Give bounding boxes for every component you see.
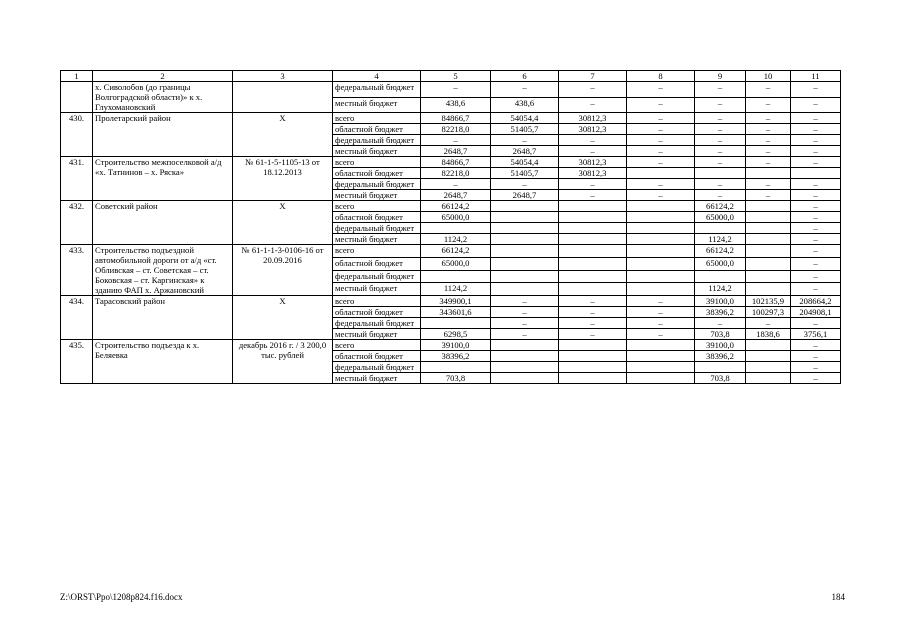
amount-cell: – [746,113,791,124]
amount-cell: 84866,7 [421,113,491,124]
amount-cell [491,340,559,351]
funding-source: федеральный бюджет [333,362,421,373]
amount-cell [559,223,627,234]
column-number: 6 [491,71,559,82]
amount-cell: – [791,201,841,212]
amount-cell: – [627,113,695,124]
funding-source: областной бюджет [333,307,421,318]
object-name: Пролетарский район [93,113,233,157]
row-number: 434. [61,296,93,340]
amount-cell: – [491,307,559,318]
funding-source: областной бюджет [333,212,421,223]
object-name: Советский район [93,201,233,245]
document-reference: № 61-1-5-1105-13 от 18.12.2013 [233,157,333,201]
amount-cell [695,270,746,283]
amount-cell: 208664,2 [791,296,841,307]
amount-cell [627,373,695,384]
object-name: х. Сиволобов (до границы Волгоградской области)» к х. Глухомановский [93,82,233,113]
amount-cell [627,168,695,179]
amount-cell [491,373,559,384]
amount-cell: 39100,0 [421,340,491,351]
amount-cell [746,212,791,223]
amount-cell [627,223,695,234]
amount-cell [559,340,627,351]
funding-source: областной бюджет [333,351,421,362]
amount-cell: 65000,0 [421,212,491,223]
amount-cell: – [559,307,627,318]
document-reference: № 61-1-1-3-0106-16 от 20.09.2016 [233,245,333,296]
amount-cell: 1124,2 [421,283,491,296]
amount-cell: 66124,2 [695,245,746,258]
amount-cell: – [791,283,841,296]
amount-cell [491,270,559,283]
amount-cell: 2648,7 [421,190,491,201]
amount-cell [627,245,695,258]
amount-cell: – [791,146,841,157]
amount-cell: 30812,3 [559,124,627,135]
amount-cell: – [695,113,746,124]
amount-cell [421,362,491,373]
document-reference: декабрь 2016 г. / 3 200,0 тыс. рублей [233,340,333,384]
amount-cell: – [491,135,559,146]
amount-cell [627,340,695,351]
amount-cell [746,234,791,245]
amount-cell: – [491,179,559,190]
amount-cell: 703,8 [695,373,746,384]
amount-cell: 703,8 [695,329,746,340]
funding-source: всего [333,245,421,258]
amount-cell: 30812,3 [559,168,627,179]
amount-cell: 102135,9 [746,296,791,307]
amount-cell: – [791,270,841,283]
amount-cell [627,257,695,270]
amount-cell [746,283,791,296]
amount-cell: 703,8 [421,373,491,384]
amount-cell: 38396,2 [695,351,746,362]
amount-cell [746,223,791,234]
amount-cell [421,223,491,234]
amount-cell: – [791,245,841,258]
amount-cell: – [746,82,791,98]
amount-cell [559,351,627,362]
table-row [61,245,841,258]
amount-cell: 30812,3 [559,157,627,168]
amount-cell: – [695,135,746,146]
funding-source: всего [333,201,421,212]
funding-source: всего [333,340,421,351]
amount-cell: – [421,82,491,98]
amount-cell: – [746,179,791,190]
amount-cell: 2648,7 [491,146,559,157]
funding-source: всего [333,296,421,307]
amount-cell: – [695,82,746,98]
amount-cell [746,270,791,283]
amount-cell [491,212,559,223]
amount-cell: 100297,3 [746,307,791,318]
amount-cell: – [627,179,695,190]
amount-cell: 2648,7 [491,190,559,201]
amount-cell: 65000,0 [695,212,746,223]
amount-cell: – [746,146,791,157]
row-number: 435. [61,340,93,384]
amount-cell [695,362,746,373]
column-number: 4 [333,71,421,82]
column-number-row [61,71,841,82]
amount-cell [746,245,791,258]
amount-cell: – [421,179,491,190]
amount-cell: – [559,146,627,157]
amount-cell [491,351,559,362]
amount-cell: – [791,113,841,124]
object-name: Строительство межпоселковой а/д «х. Татнинов – х. Ряска» [93,157,233,201]
document-reference: Х [233,201,333,245]
amount-cell: 38396,2 [695,307,746,318]
funding-source: областной бюджет [333,124,421,135]
amount-cell: – [559,179,627,190]
amount-cell: – [627,97,695,113]
row-number: 432. [61,201,93,245]
amount-cell: 82218,0 [421,168,491,179]
amount-cell: 51405,7 [491,168,559,179]
amount-cell [559,234,627,245]
amount-cell: 82218,0 [421,124,491,135]
amount-cell [559,257,627,270]
amount-cell: 39100,0 [695,296,746,307]
amount-cell: – [695,97,746,113]
amount-cell: – [627,190,695,201]
column-number: 8 [627,71,695,82]
amount-cell [746,340,791,351]
column-number: 7 [559,71,627,82]
column-number: 9 [695,71,746,82]
amount-cell: – [627,124,695,135]
amount-cell: 66124,2 [695,201,746,212]
amount-cell [746,362,791,373]
amount-cell: – [791,124,841,135]
amount-cell: – [491,329,559,340]
amount-cell: – [746,97,791,113]
object-name: Тарасовский район [93,296,233,340]
column-number: 2 [93,71,233,82]
amount-cell: – [791,351,841,362]
amount-cell: – [627,157,695,168]
amount-cell: – [421,135,491,146]
amount-cell: – [559,82,627,98]
amount-cell [559,245,627,258]
amount-cell: – [559,190,627,201]
document-reference [233,82,333,113]
column-number: 3 [233,71,333,82]
amount-cell: – [695,179,746,190]
amount-cell [559,283,627,296]
amount-cell [559,270,627,283]
amount-cell [695,168,746,179]
amount-cell: – [627,135,695,146]
amount-cell [746,257,791,270]
funding-source: федеральный бюджет [333,135,421,146]
funding-source: местный бюджет [333,146,421,157]
amount-cell: 343601,6 [421,307,491,318]
amount-cell [559,362,627,373]
amount-cell: 39100,0 [695,340,746,351]
amount-cell: 6298,5 [421,329,491,340]
amount-cell: – [627,296,695,307]
amount-cell: – [559,329,627,340]
amount-cell: – [791,82,841,98]
amount-cell: – [491,318,559,329]
row-number: 431. [61,157,93,201]
budget-table [60,70,841,384]
amount-cell [627,234,695,245]
column-number: 10 [746,71,791,82]
amount-cell [627,270,695,283]
amount-cell [491,234,559,245]
amount-cell: 66124,2 [421,245,491,258]
amount-cell: – [627,329,695,340]
amount-cell: – [791,318,841,329]
amount-cell [791,168,841,179]
amount-cell: – [791,373,841,384]
amount-cell: – [695,157,746,168]
amount-cell: 349900,1 [421,296,491,307]
amount-cell: – [746,190,791,201]
amount-cell [627,283,695,296]
amount-cell: 438,6 [491,97,559,113]
amount-cell: 66124,2 [421,201,491,212]
amount-cell [695,223,746,234]
amount-cell: 1124,2 [421,234,491,245]
row-number [61,82,93,113]
amount-cell [627,362,695,373]
funding-source: областной бюджет [333,257,421,270]
funding-source: федеральный бюджет [333,223,421,234]
amount-cell: – [695,190,746,201]
amount-cell: 204908,1 [791,307,841,318]
amount-cell [559,373,627,384]
amount-cell [746,201,791,212]
amount-cell: – [791,212,841,223]
row-number: 430. [61,113,93,157]
column-number: 11 [791,71,841,82]
amount-cell [491,362,559,373]
amount-cell: – [491,296,559,307]
amount-cell: 3756,1 [791,329,841,340]
amount-cell: – [627,307,695,318]
amount-cell: – [627,146,695,157]
document-reference: Х [233,113,333,157]
amount-cell [491,283,559,296]
amount-cell: – [791,157,841,168]
amount-cell: – [559,97,627,113]
amount-cell: – [791,340,841,351]
amount-cell [746,351,791,362]
funding-source: местный бюджет [333,329,421,340]
amount-cell: – [559,135,627,146]
amount-cell [559,201,627,212]
amount-cell [491,201,559,212]
amount-cell [627,201,695,212]
amount-cell: – [746,124,791,135]
amount-cell: 65000,0 [695,257,746,270]
page-number: 184 [831,592,845,602]
funding-source: областной бюджет [333,168,421,179]
amount-cell: – [791,257,841,270]
footer-file-path: Z:\ORST\Ppo\1208p824.f16.docx [60,592,183,602]
amount-cell: – [491,82,559,98]
funding-source: всего [333,113,421,124]
amount-cell: 84866,7 [421,157,491,168]
amount-cell: – [791,190,841,201]
table-row [61,157,841,168]
amount-cell [421,270,491,283]
funding-source: местный бюджет [333,234,421,245]
amount-cell: 1838,6 [746,329,791,340]
amount-cell: 54054,4 [491,113,559,124]
amount-cell [559,212,627,223]
amount-cell: 2648,7 [421,146,491,157]
funding-source: местный бюджет [333,283,421,296]
amount-cell: 38396,2 [421,351,491,362]
amount-cell: – [791,179,841,190]
amount-cell [421,318,491,329]
funding-source: местный бюджет [333,97,421,113]
funding-source: местный бюджет [333,190,421,201]
funding-source: федеральный бюджет [333,318,421,329]
amount-cell: – [695,146,746,157]
amount-cell: – [791,135,841,146]
document-reference: Х [233,296,333,340]
table-row [61,296,841,307]
funding-source: федеральный бюджет [333,179,421,190]
column-number: 5 [421,71,491,82]
table-row [61,201,841,212]
table-row [61,113,841,124]
amount-cell [491,245,559,258]
amount-cell [627,351,695,362]
amount-cell [491,223,559,234]
table-row [61,340,841,351]
amount-cell: – [627,82,695,98]
table-row [61,82,841,98]
funding-source: местный бюджет [333,373,421,384]
amount-cell: – [791,97,841,113]
amount-cell [746,373,791,384]
amount-cell [746,168,791,179]
row-number: 433. [61,245,93,296]
funding-source: федеральный бюджет [333,270,421,283]
amount-cell: 54054,4 [491,157,559,168]
amount-cell: – [746,318,791,329]
amount-cell: – [559,296,627,307]
column-number: 1 [61,71,93,82]
funding-source: федеральный бюджет [333,82,421,98]
amount-cell: 1124,2 [695,283,746,296]
amount-cell: – [791,362,841,373]
amount-cell: – [746,135,791,146]
amount-cell [491,257,559,270]
amount-cell: – [695,318,746,329]
amount-cell [627,212,695,223]
amount-cell: 65000,0 [421,257,491,270]
amount-cell: 1124,2 [695,234,746,245]
funding-source: всего [333,157,421,168]
object-name: Строительство подъезда к х. Беляевка [93,340,233,384]
amount-cell: – [746,157,791,168]
amount-cell: – [791,234,841,245]
amount-cell: – [695,124,746,135]
amount-cell: 438,6 [421,97,491,113]
amount-cell: – [627,318,695,329]
amount-cell: 51405,7 [491,124,559,135]
amount-cell: – [559,318,627,329]
amount-cell: – [791,223,841,234]
object-name: Строительство подъездной автомобильной дороги от а/д «ст. Обливская – ст. Советская – ст. Боковская – ст. Каргинская» к зданию ФАП х. Аржановский [93,245,233,296]
amount-cell: 30812,3 [559,113,627,124]
